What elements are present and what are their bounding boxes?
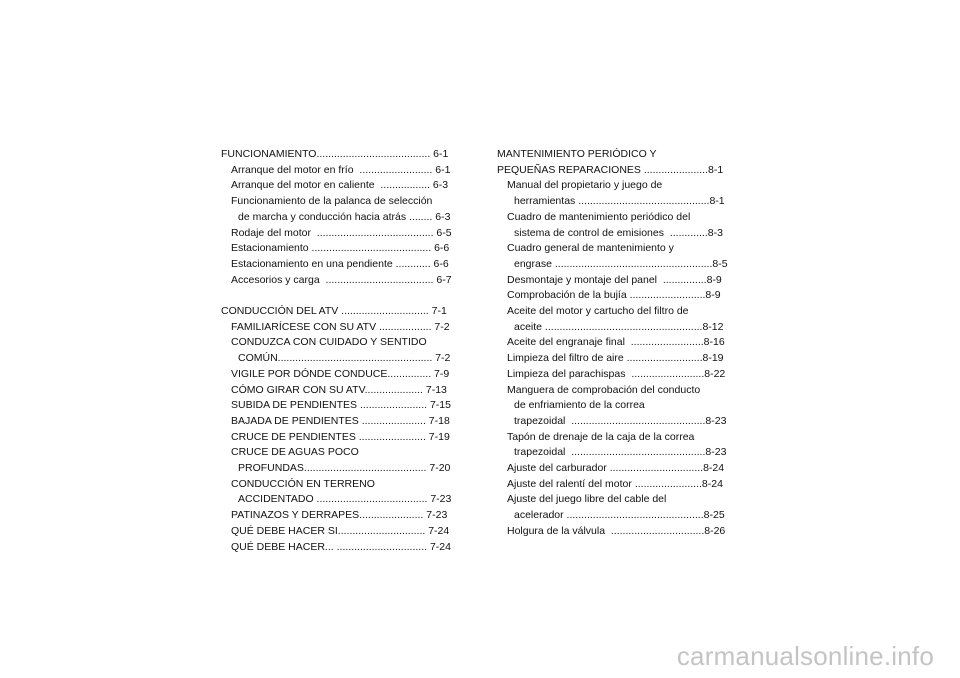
toc-entry: Manguera de comprobación del conducto [507,383,701,396]
toc-entry: Aceite del motor y cartucho del filtro de [507,305,689,318]
toc-entry: aceite ......................................................8-12 [514,320,724,333]
toc-left-column [221,147,469,555]
toc-entry: QUÉ DEBE HACER SI.............................. 7-24 [231,524,450,537]
toc-entry: trapezoidal ..............................................8-23 [514,414,727,427]
toc-entry: Desmontaje y montaje del panel ...............8-9 [507,273,722,286]
toc-entry: Cuadro de mantenimiento periódico del [507,210,691,223]
toc-entry: CRUCE DE AGUAS POCO [231,446,359,459]
toc-section-heading: PEQUEÑAS REPARACIONES ......................8-1 [497,163,724,176]
toc-entry: Limpieza del filtro de aire ..........................8-19 [507,352,724,365]
toc-entry: engrase ......................................................8-5 [514,257,728,270]
toc-entry: FAMILIARÍCESE CON SU ATV .................. 7-2 [231,320,450,333]
toc-entry: Arranque del motor en frío ......................... 6-1 [231,163,451,176]
toc-entry: VIGILE POR DÓNDE CONDUCE............... 7-9 [231,367,450,380]
toc-entry: Accesorios y carga ..................................... 6-7 [231,273,452,286]
toc-entry: ACCIDENTADO ...................................... 7-23 [238,493,452,506]
toc-entry: Manual del propietario y juego de [507,179,663,192]
toc-entry: BAJADA DE PENDIENTES ...................... 7-18 [231,414,450,427]
toc-entry: Funcionamiento de la palanca de selección [231,195,433,208]
toc-entry: Ajuste del ralentí del motor .......................8-24 [507,477,723,490]
toc-entry: herramientas .............................................8-1 [514,195,725,208]
toc-entry: CÓMO GIRAR CON SU ATV.................... 7-13 [231,383,447,396]
toc-entry: CONDUCCIÓN EN TERRENO [231,477,375,490]
toc-entry: Holgura de la válvula ................................8-26 [507,524,726,537]
toc-section-heading: MANTENIMIENTO PERIÓDICO Y [497,148,657,160]
toc-entry: Limpieza del parachispas .........................8-22 [507,367,726,380]
toc-entry: Estacionamiento ......................................... 6-6 [231,242,450,255]
toc-entry: Arranque del motor en caliente ................. 6-3 [231,179,449,192]
toc-entry: CONDUZCA CON CUIDADO Y SENTIDO [231,336,427,349]
toc-entry: Ajuste del juego libre del cable del [507,493,667,506]
toc-entry: CRUCE DE PENDIENTES ....................... 7-19 [231,430,450,443]
toc-section-heading: CONDUCCIÓN DEL ATV .............................. 7-1 [221,305,447,318]
toc-spacer [221,288,469,304]
toc-entry: de marcha y conducción hacia atrás ........ 6-3 [238,210,451,223]
toc-entry: Ajuste del carburador ................................8-24 [507,462,725,475]
toc-entry: QUÉ DEBE HACER... ............................... 7-24 [231,540,451,553]
toc-entry: PATINAZOS Y DERRAPES...................... 7-23 [231,509,448,522]
toc-entry: de enfriamiento de la correa [514,399,645,412]
toc-entry: Aceite del engranaje final .........................8-16 [507,336,725,349]
toc-right-column [497,147,742,540]
toc-section-heading: FUNCIONAMIENTO....................................... 6-1 [221,148,449,160]
toc-entry: Comprobación de la bujía ..........................8-9 [507,289,721,302]
toc-entry: COMÚN..................................................... 7-2 [238,352,451,365]
toc-entry: PROFUNDAS.......................................... 7-20 [238,462,451,475]
watermark: carmanualsonline.info [676,641,934,671]
toc-entry: Tapón de drenaje de la caja de la correa [507,430,695,443]
toc-entry: trapezoidal ..............................................8-23 [514,446,727,459]
toc-entry: Estacionamiento en una pendiente ............ 6-6 [231,257,449,270]
toc-entry: acelerador ...............................................8-25 [514,509,725,522]
toc-entry: sistema de control de emisiones .............8-3 [514,226,723,239]
toc-entry: Cuadro general de mantenimiento y [507,242,674,255]
toc-entry: SUBIDA DE PENDIENTES ....................... 7-15 [231,399,451,412]
toc-entry: Rodaje del motor ........................................ 6-5 [231,226,452,239]
